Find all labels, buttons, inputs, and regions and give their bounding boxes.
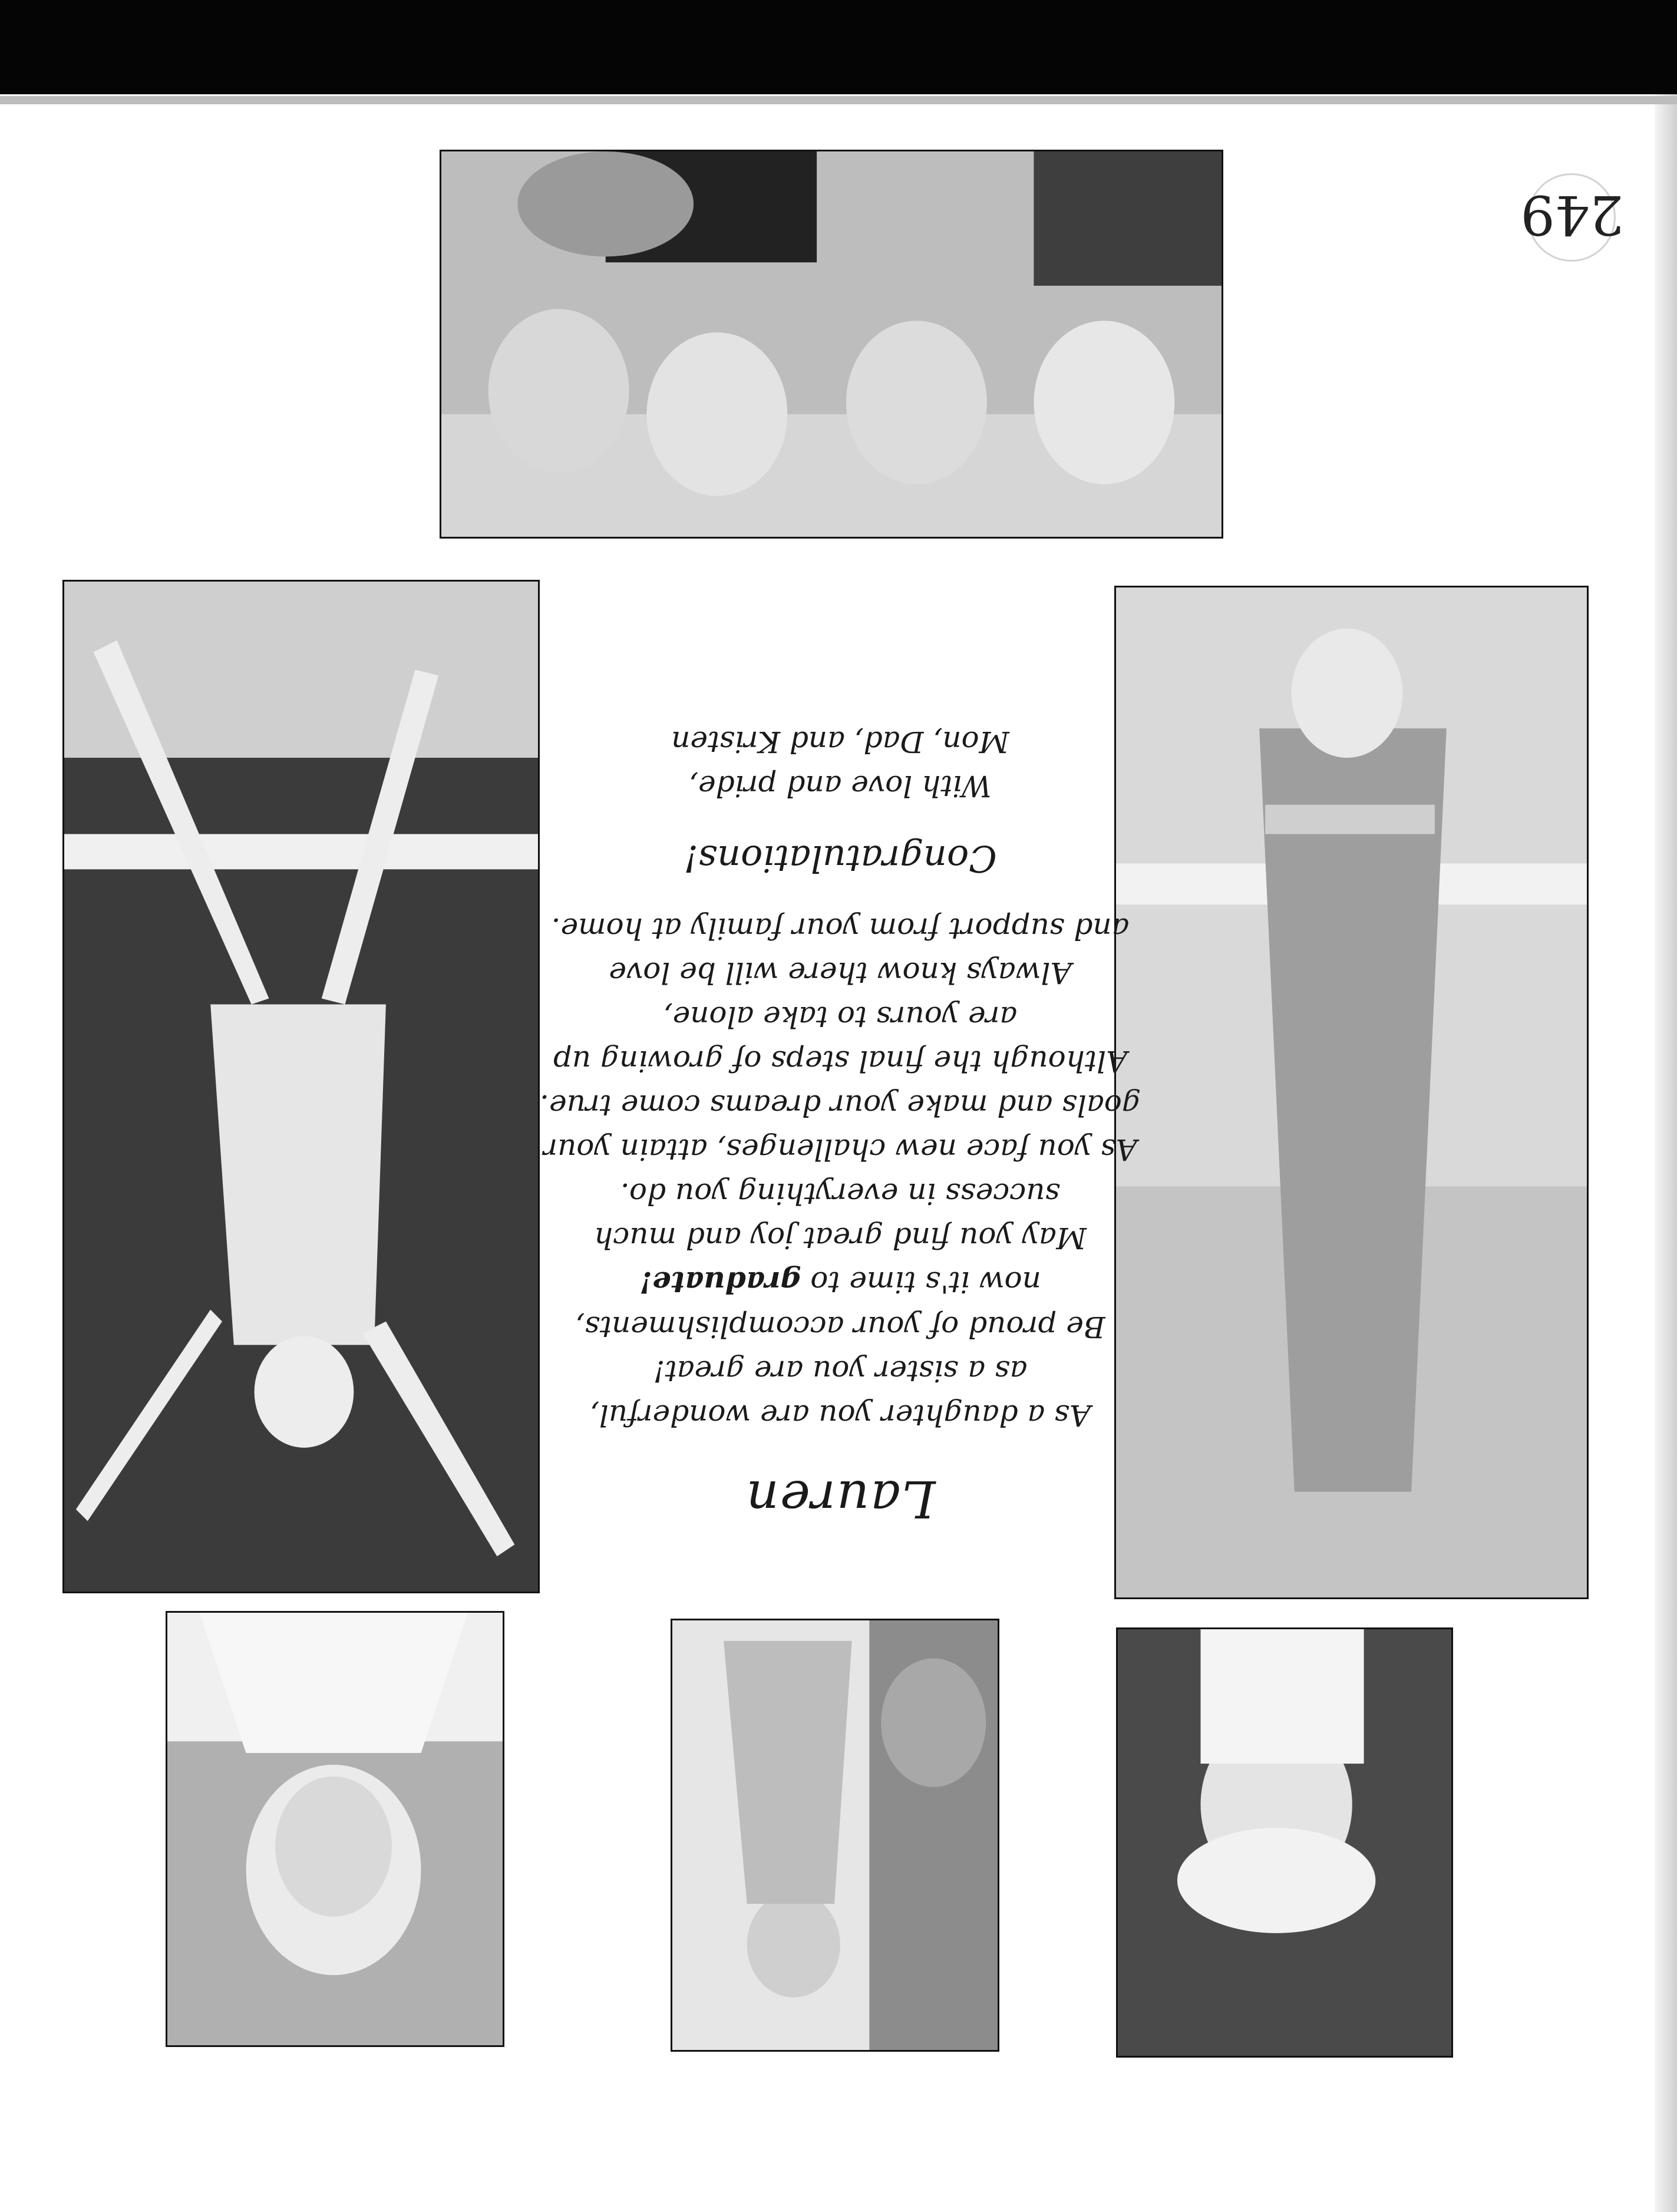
photo-gown <box>1114 586 1589 1599</box>
poem-line: As you face new challenges, attain your <box>543 1132 1137 1167</box>
poem-line: are yours to take alone, <box>663 999 1018 1034</box>
poem-line: As a daughter you are wonderful, <box>590 1398 1091 1432</box>
scanner-black-bar <box>0 0 1677 94</box>
poem-line: Always know there will be love <box>609 955 1072 990</box>
photo-family-group <box>440 150 1223 539</box>
poem-line: success in everything you do. <box>620 1176 1061 1211</box>
poem-line: goals and make your dreams come true. <box>540 1088 1141 1122</box>
poem-line: Although the final steps of growing up <box>553 1044 1128 1078</box>
graduate-emphasis: graduate! <box>639 1265 801 1300</box>
photo-child-costume <box>671 1619 999 2052</box>
signature-block <box>522 719 1158 808</box>
poem-line: Be proud of your accomplishments, <box>575 1309 1105 1344</box>
binding-shadow <box>1655 0 1677 2212</box>
poem-line: as a sister you are great! <box>653 1353 1028 1388</box>
poem-block <box>522 719 1158 1528</box>
photo-dance <box>62 580 540 1593</box>
signature-line: Mon, Dad, and Kristen <box>671 724 1009 759</box>
photo-blonde-girl <box>166 1611 504 2047</box>
poem-lines <box>522 906 1158 1437</box>
congratulations-heading: Congratulations! <box>684 837 997 880</box>
poem-line: and support from your family at home. <box>551 911 1130 946</box>
poem-line: May you find great joy and much <box>594 1220 1087 1255</box>
poem-title: Lauren <box>745 1469 936 1528</box>
closing-line: With love and pride, <box>689 768 992 803</box>
poem-line: now it's time to <box>810 1265 1041 1299</box>
photo-toddler-hat <box>1116 1627 1453 2058</box>
scanner-lid-edge <box>0 96 1677 104</box>
page-number: 249 <box>1520 183 1624 246</box>
poem-line-graduate <box>522 1260 1158 1305</box>
